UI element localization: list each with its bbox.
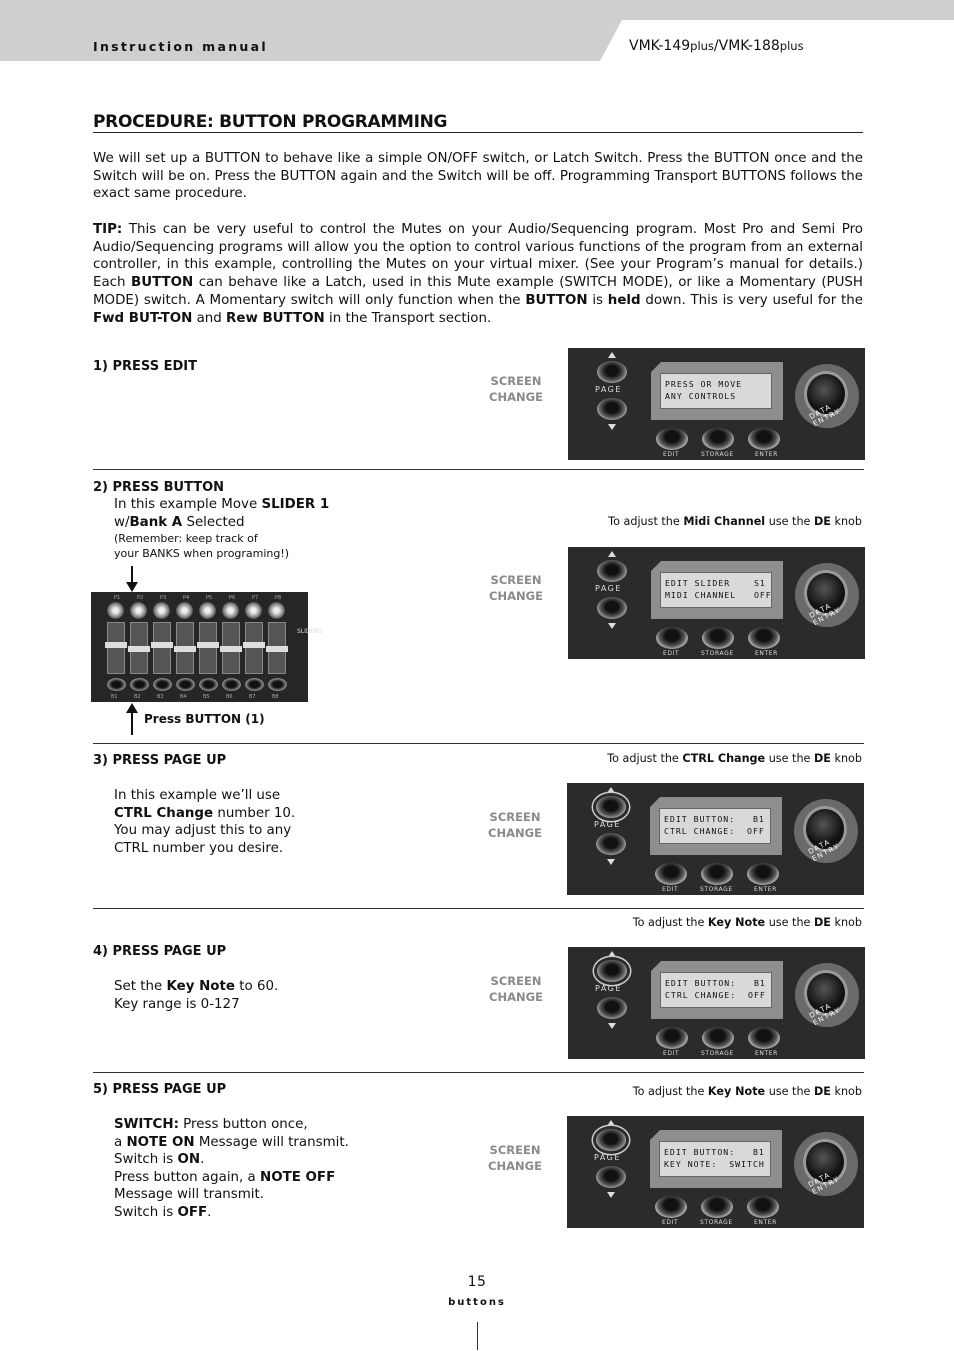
pot-knob-icon [130,602,147,619]
edit-button-icon [655,1196,687,1218]
step-2-text: In this example Move SLIDER 1 w/Bank A Selected (Remember: keep track of your BANKS when programing!) [114,497,330,560]
storage-button-icon [702,627,734,649]
lcd-display [660,572,772,608]
hint-key-note: To adjust the Key Note use the DE knob [632,1085,862,1098]
page-label: PAGE [595,385,622,394]
slider-cap [105,642,127,648]
page-down-button-icon [596,833,626,855]
data-entry-label: DATA ENTRY [807,837,842,864]
bank-button-icon [222,678,241,691]
lcd-line-1: EDIT BUTTON: B1 [664,1147,765,1157]
step-4-title: 4) PRESS PAGE UP [93,944,227,959]
page-up-arrow-icon [608,352,616,358]
edit-label: EDIT [662,886,679,893]
hint-midi-channel: To adjust the Midi Channel use the DE knob [608,515,862,528]
knob-label: P2 [137,595,144,601]
screen-change-label: SCREEN CHANGE [488,1143,542,1173]
step-2-title: 2) PRESS BUTTON [93,480,225,495]
lcd-line-2: MIDI CHANNEL OFF [665,590,772,600]
knob-label: P5 [206,595,213,601]
slider-cap [220,646,242,652]
storage-label: STORAGE [701,451,734,458]
lcd-display [660,373,772,409]
pot-knob-icon [245,602,262,619]
page-up-button-icon [596,796,626,818]
bank-button-icon [176,678,195,691]
step-5-title: 5) PRESS PAGE UP [93,1082,227,1097]
data-entry-label: DATA ENTRY [807,1170,842,1197]
storage-button-icon [702,428,734,450]
slider-track [245,622,263,674]
page-down-button-icon [597,597,627,619]
pot-knob-icon [107,602,124,619]
intro-paragraph: We will set up a BUTTON to behave like a simple ON/OFF switch, or Latch Switch. Press the BUTTON once and the Switch will be on. Press the BUTTON again and the Switch will be off. Programming Transport BUTTONS follows the exact same procedure. [93,151,863,202]
knob-label: P7 [252,595,259,601]
pot-knob-icon [268,602,285,619]
slider-cap [128,646,150,652]
slider-track [199,622,217,674]
knob-label: P3 [160,595,167,601]
button-label: B3 [157,694,164,700]
page-up-arrow-icon [608,951,616,957]
slider-cap [151,642,173,648]
bank-button-icon [199,678,218,691]
arrow-up-icon [131,713,133,735]
page-up-button-icon [597,361,627,383]
enter-button-icon [747,1196,779,1218]
knob-label: P4 [183,595,190,601]
step-1-title: 1) PRESS EDIT [93,359,197,374]
lcd-line-2: KEY NOTE: SWITCH [664,1159,765,1169]
lcd-display [659,1141,771,1177]
edit-button-icon [655,863,687,885]
bank-button-icon [130,678,149,691]
header-manual-label: Instruction manual [93,39,268,54]
page-down-arrow-icon [608,424,616,430]
page-up-button-icon [596,1129,626,1151]
page-label: PAGE [594,820,621,829]
edit-label: EDIT [662,1219,679,1226]
storage-button-icon [701,863,733,885]
edit-label: EDIT [663,1050,680,1057]
hint-key-note: To adjust the Key Note use the DE knob [632,916,862,929]
page-title: PROCEDURE: BUTTON PROGRAMMING [93,112,448,132]
hint-ctrl-change: To adjust the CTRL Change use the DE knob [607,752,862,765]
edit-label: EDIT [663,451,680,458]
lcd-display [659,808,771,844]
storage-button-icon [701,1196,733,1218]
pot-knob-icon [153,602,170,619]
lcd-line-2: ANY CONTROLS [665,391,737,401]
enter-button-icon [748,428,780,450]
page-label: PAGE [595,984,622,993]
storage-label: STORAGE [701,650,734,657]
page-down-button-icon [597,398,627,420]
slider-cap [197,642,219,648]
slider-cap [174,646,196,652]
slider-panel-illustration [91,592,323,702]
page-down-button-icon [596,1166,626,1188]
data-entry-label: DATA ENTRY [808,1001,843,1028]
enter-button-icon [748,1027,780,1049]
slider-track [107,622,125,674]
storage-label: STORAGE [700,886,733,893]
storage-label: STORAGE [700,1219,733,1226]
page-down-arrow-icon [607,1192,615,1198]
enter-label: ENTER [754,886,777,893]
section-divider [93,908,864,909]
enter-button-icon [747,863,779,885]
arrow-down-icon [131,566,133,584]
bank-button-icon [268,678,287,691]
control-panel-5 [567,1116,864,1228]
button-label: B7 [249,694,256,700]
page-down-arrow-icon [608,623,616,629]
page-number: 15 [467,1274,487,1290]
control-panel-3 [567,783,864,895]
step-3-title: 3) PRESS PAGE UP [93,753,227,768]
screen-change-label: SCREEN CHANGE [489,573,543,603]
slider-cap [266,646,288,652]
slider-cap [243,642,265,648]
bank-button-icon [245,678,264,691]
page-up-arrow-icon [608,551,616,557]
data-entry-label: DATA ENTRY [808,601,843,628]
page-up-arrow-icon [607,787,615,793]
edit-button-icon [656,428,688,450]
button-label: B1 [111,694,118,700]
section-divider [93,469,864,470]
storage-button-icon [702,1027,734,1049]
section-divider [93,1072,864,1073]
section-name: buttons [448,1297,506,1308]
screen-change-label: SCREEN CHANGE [489,974,543,1004]
edit-button-icon [656,627,688,649]
button-label: B6 [226,694,233,700]
button-label: B2 [134,694,141,700]
lcd-display [660,972,772,1008]
button-label: B5 [203,694,210,700]
knob-label: P6 [229,595,236,601]
control-panel-2 [568,547,865,659]
page-down-arrow-icon [608,1023,616,1029]
enter-label: ENTER [755,1050,778,1057]
button-label: B4 [180,694,187,700]
bank-button-icon [153,678,172,691]
page-up-button-icon [597,960,627,982]
page-up-arrow-icon [607,1120,615,1126]
bank-button-icon [107,678,126,691]
press-button-label: Press BUTTON (1) [144,712,265,726]
lcd-line-2: CTRL CHANGE: OFF [664,826,765,836]
pot-knob-icon [199,602,216,619]
sliders-label: SLIDERS [297,628,323,635]
lcd-line-1: EDIT BUTTON: B1 [664,814,765,824]
section-divider [93,743,864,744]
control-panel-1 [568,348,865,460]
slider-track [153,622,171,674]
enter-button-icon [748,627,780,649]
page-label: PAGE [594,1153,621,1162]
edit-button-icon [656,1027,688,1049]
edit-label: EDIT [663,650,680,657]
lcd-line-1: EDIT SLIDER S1 [665,578,766,588]
screen-change-label: SCREEN CHANGE [488,810,542,840]
storage-label: STORAGE [701,1050,734,1057]
footer-bar [477,1322,478,1350]
step-4-text: Set the Key Note to 60. Key range is 0-127 [114,979,279,1012]
pot-knob-icon [176,602,193,619]
knob-label: P8 [275,595,282,601]
page-up-button-icon [597,560,627,582]
lcd-line-1: EDIT BUTTON: B1 [665,978,766,988]
control-panel-4 [568,947,865,1059]
data-entry-label: DATA ENTRY [808,402,843,429]
enter-label: ENTER [755,451,778,458]
page-down-button-icon [597,997,627,1019]
screen-change-label: SCREEN CHANGE [489,374,543,404]
step-3-text: In this example we’ll use CTRL Change number 10. You may adjust this to any CTRL number you desire. [114,788,296,856]
knob-label: P1 [114,595,121,601]
lcd-line-1: PRESS OR MOVE [665,379,743,389]
enter-label: ENTER [754,1219,777,1226]
pot-knob-icon [222,602,239,619]
tip-paragraph: TIP: This can be very useful to control the Mutes on your Audio/Sequencing program. Most Pro and Semi Pro Audio/Sequencing programs will allow you the option to control various functions of the program from an external controller, in this example, controlling the Mutes on your virtual mixer. (See your Program’s manual for details.) Each BUTTON can behave like a Latch, used in this Mute example (SWITCH MODE), or like a Momentary (PUSH MODE) switch. A Momentary switch will only function when the BUTTON is held down. This is very useful for the Fwd BUT-TON and Rew BUTTON in the Transport section. [93,222,863,326]
enter-label: ENTER [755,650,778,657]
step-5-text: SWITCH: Press button once, a NOTE ON Message will transmit. Switch is ON. Press button again, a NOTE OFF Message will transmit. Switch is OFF. [114,1117,349,1220]
page-label: PAGE [595,584,622,593]
title-rule [93,132,863,133]
header-model-label: VMK-149plus/VMK-188plus [629,38,804,54]
page-down-arrow-icon [607,859,615,865]
button-label: B8 [272,694,279,700]
lcd-line-2: CTRL CHANGE: OFF [665,990,766,1000]
